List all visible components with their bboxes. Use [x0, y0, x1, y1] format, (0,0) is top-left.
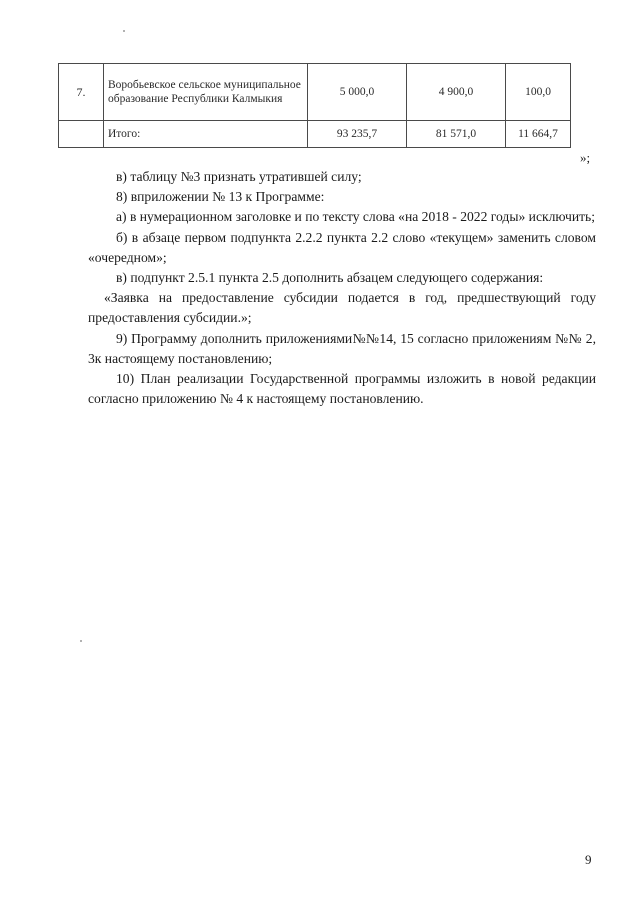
budget-table [58, 63, 571, 148]
paragraph: а) в нумерационном заголовке и по тексту слова «на 2018 - 2022 годы» исключить; [116, 209, 596, 225]
municipality-name: Воробьевское сельское муниципальное образование Республики Калмыкия [104, 64, 308, 121]
quoted-paragraph: «Заявка на предоставление субсидии подается в год, предшествующий году предоставления субсидии.»; [88, 290, 596, 326]
paragraph: 9) Программу дополнить приложениями№№14, 15 согласно приложениям №№ 2, 3к настоящему постановлению; [88, 330, 596, 366]
value-cell: 4 900,0 [407, 64, 506, 121]
scan-speck [123, 30, 125, 32]
row-number: 7. [59, 64, 104, 121]
paragraph: в) таблицу №3 признать утратившей силу; [116, 169, 362, 184]
paragraph: в) подпункт 2.5.1 пункта 2.5 дополнить абзацем следующего содержания: [116, 270, 544, 286]
table-row [59, 64, 571, 121]
closing-quote: »; [580, 150, 591, 165]
document-body [88, 167, 596, 409]
scan-speck [80, 640, 82, 642]
value-cell: 100,0 [506, 64, 571, 121]
total-value-cell: 81 571,0 [407, 121, 506, 148]
total-label: Итого: [104, 121, 308, 148]
total-row [59, 121, 571, 148]
row-number [59, 121, 104, 148]
paragraph: 8) вприложении № 13 к Программе: [116, 189, 325, 205]
page-number: 9 [585, 852, 592, 867]
value-cell: 5 000,0 [308, 64, 407, 121]
total-value-cell: 11 664,7 [506, 121, 571, 148]
paragraph: б) в абзаце первом подпункта 2.2.2 пункта 2.2 слово «текущем» заменить словом «очередном»; [88, 229, 596, 265]
paragraph: 10) План реализации Государственной программы изложить в новой редакции согласно приложению № 4 к настоящему постановлению. [88, 371, 596, 407]
total-value-cell: 93 235,7 [308, 121, 407, 148]
